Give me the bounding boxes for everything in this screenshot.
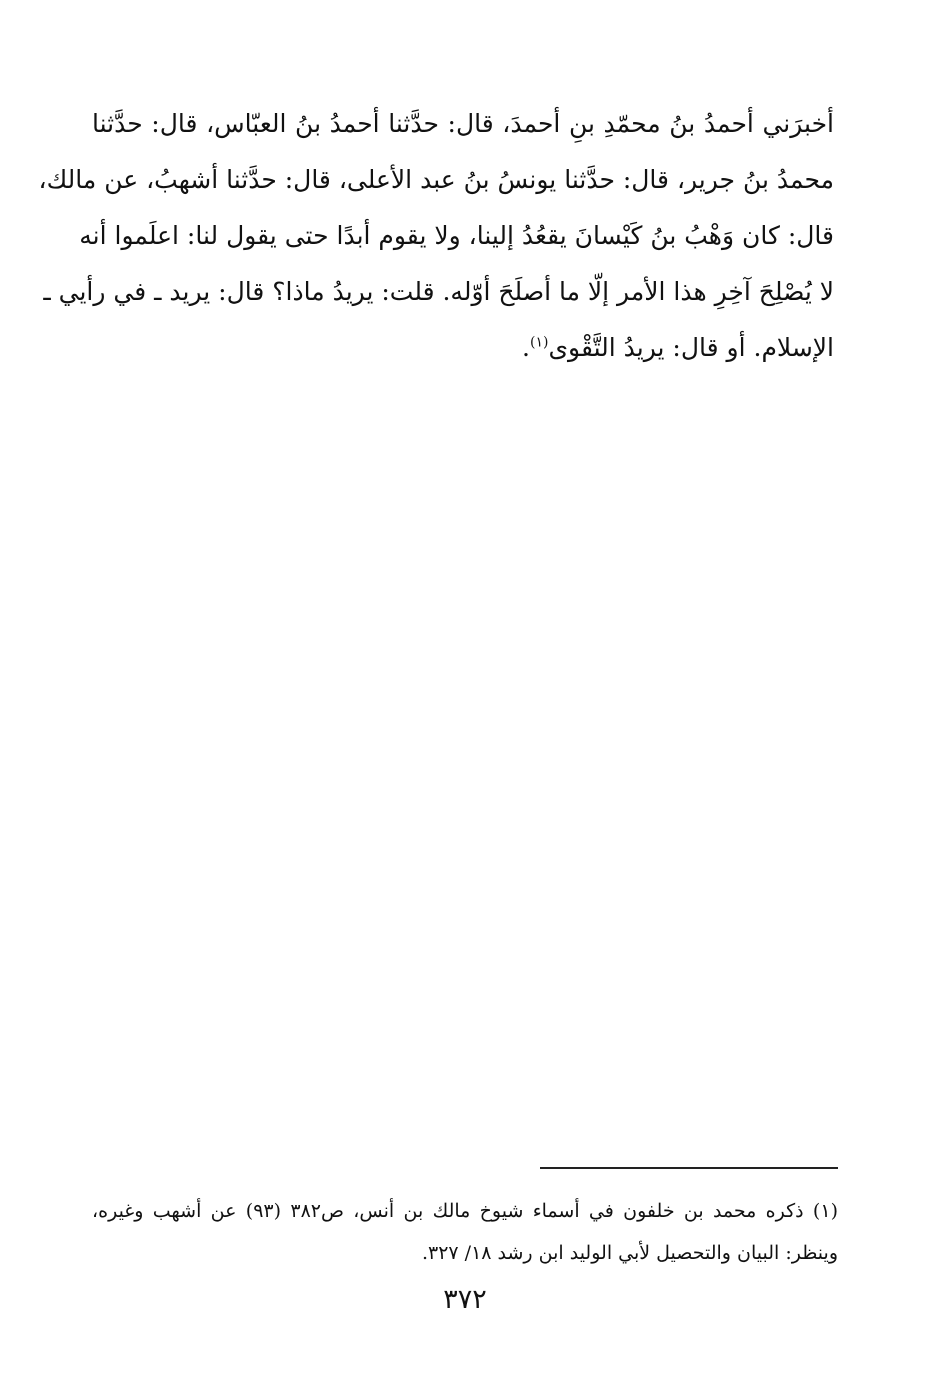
main-text-last-line bbox=[92, 320, 834, 376]
main-text-block bbox=[38, 96, 834, 376]
footnote-separator-rule bbox=[540, 1167, 838, 1169]
footnote-block bbox=[92, 1190, 838, 1274]
sentence-end-period: . bbox=[522, 333, 530, 362]
page-number: ٣٧٢ bbox=[443, 1284, 487, 1315]
main-text-line: محمدُ بنُ جرير، قال: حدَّثنا يونسُ بنُ عبد الأعلى، قال: حدَّثنا أشهبُ، عن مالك، bbox=[38, 165, 834, 194]
footnote-line: وينظر: البيان والتحصيل لأبي الوليد ابن رشد ١٨/ ٣٢٧. bbox=[421, 1242, 838, 1264]
footnote-reference-marker: (١) bbox=[530, 334, 549, 351]
main-text-line: قال: كان وَهْبُ بنُ كَيْسانَ يقعُدُ إلينا، ولا يقوم أبدًا حتى يقول لنا: اعلَموا أنه bbox=[79, 221, 834, 250]
footnote-line: (١) ذكره محمد بن خلفون في أسماء شيوخ مالك بن أنس، ص٣٨٢ (٩٣) عن أشهب وغيره، bbox=[92, 1200, 838, 1222]
main-text-line: أخبرَني أحمدُ بنُ محمّدِ بنِ أحمدَ، قال: حدَّثنا أحمدُ بنُ العبّاس، قال: حدَّثنا bbox=[92, 109, 834, 138]
main-text-line-content: الإسلام. أو قال: يريدُ التَّقْوى bbox=[548, 333, 834, 362]
main-text-line: لا يُصْلِحَ آخِرِ هذا الأمر إلّا ما أصلَحَ أوّله. قلت: يريدُ ماذا؟ قال: يريد ـ في رأيي ـ bbox=[43, 277, 834, 306]
